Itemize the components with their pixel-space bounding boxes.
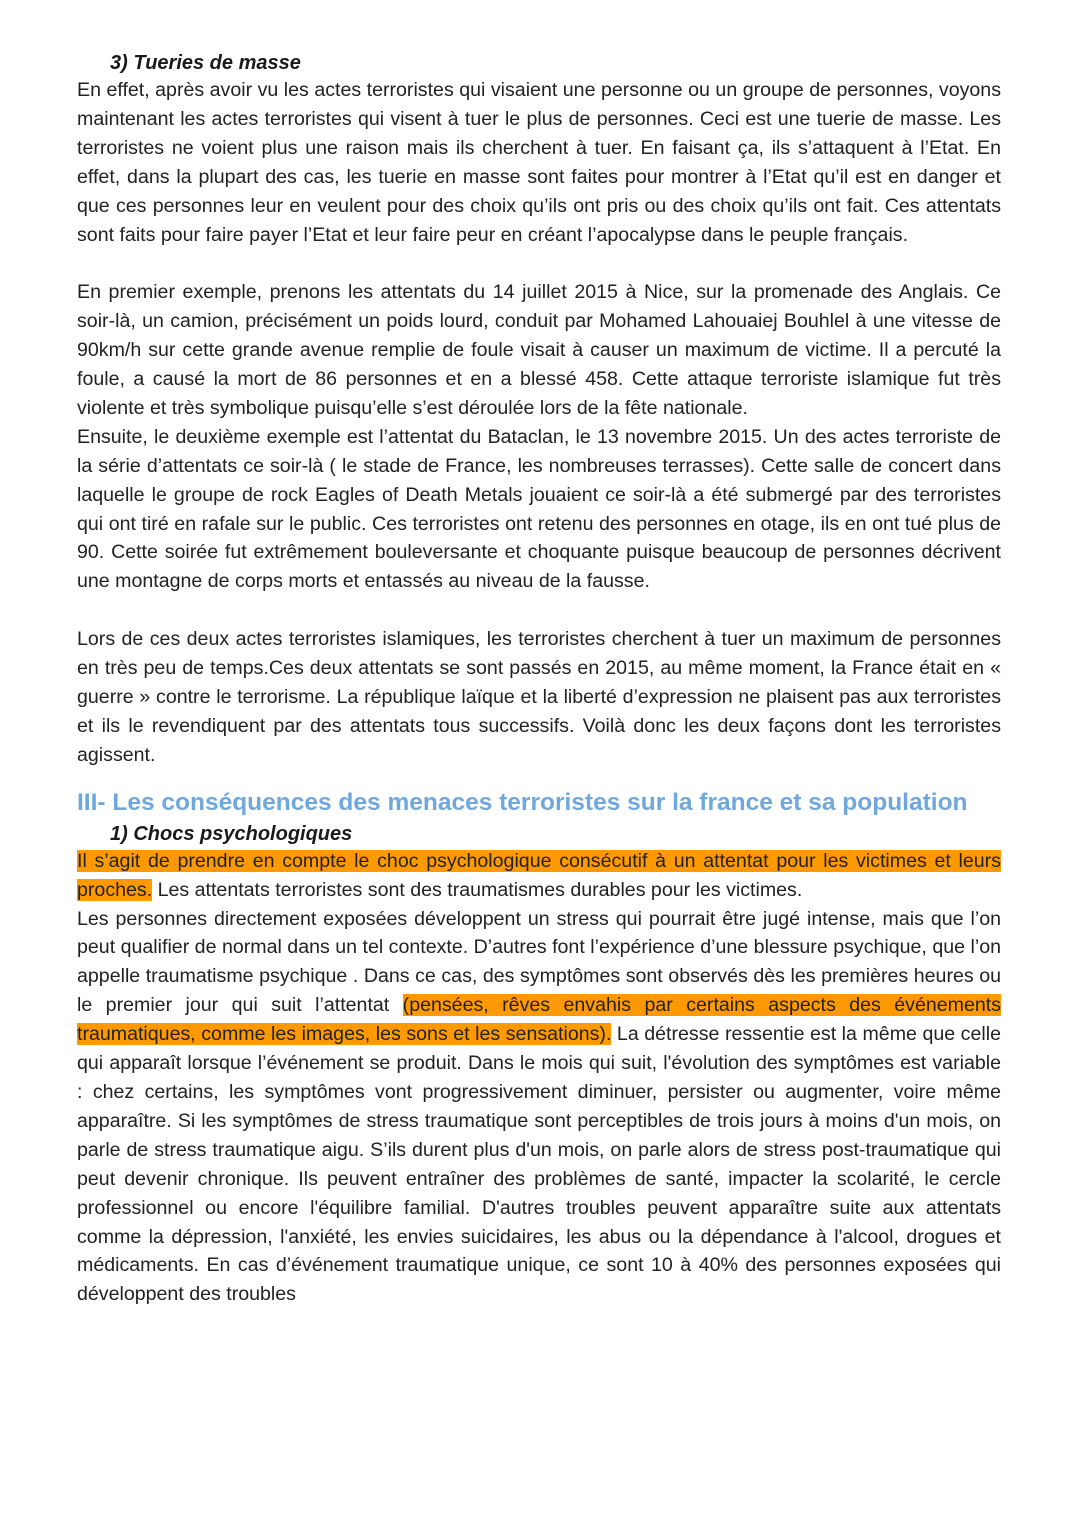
- paragraph-gap: [77, 596, 1001, 625]
- paragraph-nice-attack: En premier exemple, prenons les attentats du 14 juillet 2015 à Nice, sur la promenade des Anglais. Ce soir-là, un camion, précisément un poids lourd, conduit par Mohamed Lahouaiej Bouhlel à une vitesse de 90km/h sur cette grande avenue remplie de foule visait à causer un maximum de victime. Il a percuté la foule, a causé la mort de 86 personnes et en a blessé 458. Cette attaque terroriste islamique fut très violente et très symbolique puisqu’elle s’est déroulée lors de la fête nationale.: [77, 281, 1001, 419]
- paragraph-conclusion-tueries: Lors de ces deux actes terroristes islamiques, les terroristes cherchent à tuer un maximum de personnes en très peu de temps.Ces deux attentats se sont passés en 2015, au même moment, la France était en « guerre » contre le terrorisme. La république laïque et la liberté d’expression ne plaisent pas aux terroristes et ils le revendiquent par des attentats tous successifs. Voilà donc les deux façons dont les terroristes agissent.: [77, 628, 1001, 766]
- section-title-consequences: III- Les conséquences des menaces terroristes sur la france et sa population: [77, 788, 968, 816]
- paragraph-choc-intro: [77, 847, 1001, 905]
- paragraph-text: La détresse ressentie est la même que celle qui apparaît lorsque l’événement se produit. Dans le mois qui suit, l'évolution des symptômes est variable : chez certains, les symptômes vont progressivement diminuer, persister ou augmenter, voire même apparaître. Si les symptômes de stress traumatique sont perceptibles de trois jours à moins d'un mois, on parle de stress traumatique aigu. S’ils durent plus d'un mois, on parle alors de stress post-traumatique qui peut devenir chronique. Ils peuvent entraîner des problèmes de santé, impacter la scolarité, le cercle professionnel ou encore l'équilibre familial. D'autres troubles peuvent apparaître suite aux attentats comme la dépression, l'anxiété, les envies suicidaires, les abus ou la dépendance à l'alcool, drogues et médicaments. En cas d’événement traumatique unique, ce sont 10 à 40% des personnes exposées qui développent des troubles: [77, 1023, 1001, 1306]
- paragraph-text: Les personnes directement exposées développent un stress qui pourrait être jugé intense, mais que l’on peut qualifier de normal dans un tel contexte. D’autres font l’expérience d’une blessure psychique, que l’on appelle traumatisme psychique . Dans ce cas, des symptômes sont observés dès les premières heures ou le premier jour qui suit l’attentat: [77, 907, 1001, 1017]
- paragraph-gap: [77, 249, 1001, 278]
- paragraph-intro-tueries: En effet, après avoir vu les actes terroristes qui visaient une personne ou un groupe de personnes, voyons maintenant les actes terroristes qui visent à tuer le plus de personnes. Ceci est une tuerie de masse. Les terroristes ne voient plus une raison mais ils cherchent à tuer. En faisant ça, ils s’attaquent à l’Etat. En effet, dans la plupart des cas, les tuerie en masse sont faites pour montrer à l’Etat qu’il est en danger et que ces personnes leur en veulent pour des choix qu’ils ont pris ou des choix qu’ils ont fait. Ces attentats sont faits pour faire payer l’Etat et leur faire peur en créant l’apocalypse dans le peuple français.: [77, 79, 1001, 246]
- document-page: [77, 48, 1001, 1309]
- paragraph-choc-symptoms: [77, 905, 1001, 1310]
- subsection-title-chocs-psychologiques: 1) Chocs psychologiques: [110, 822, 353, 845]
- highlighted-text: Il s’agit de prendre en compte le choc psychologique consécutif à un attentat pour les victimes et leurs proches.: [77, 849, 1001, 901]
- highlighted-text: (pensées, rêves envahis par certains aspects des événements traumatiques, comme les images, les sons et les sensations).: [77, 994, 1002, 1046]
- paragraph-bataclan-attack: Ensuite, le deuxième exemple est l’attentat du Bataclan, le 13 novembre 2015. Un des actes terroriste de la série d’attentats ce soir-là ( le stade de France, les nombreuses terrasses). Cette salle de concert dans laquelle le groupe de rock Eagles of Death Metals jouaient ce soir-là a été submergé par des terroristes qui ont tiré en rafale sur le public. Ces terroristes ont retenu des personnes en otage, ils en ont tué plus de 90. Cette soirée fut extrêmement bouleversante et choquante puisque beaucoup de personnes décrivent une montagne de corps morts et entassés au niveau de la fausse.: [77, 425, 1001, 593]
- paragraph-text: Les attentats terroristes sont des traumatismes durables pour les victimes.: [152, 878, 803, 901]
- subsection-title-tueries-de-masse: 3) Tueries de masse: [110, 52, 301, 74]
